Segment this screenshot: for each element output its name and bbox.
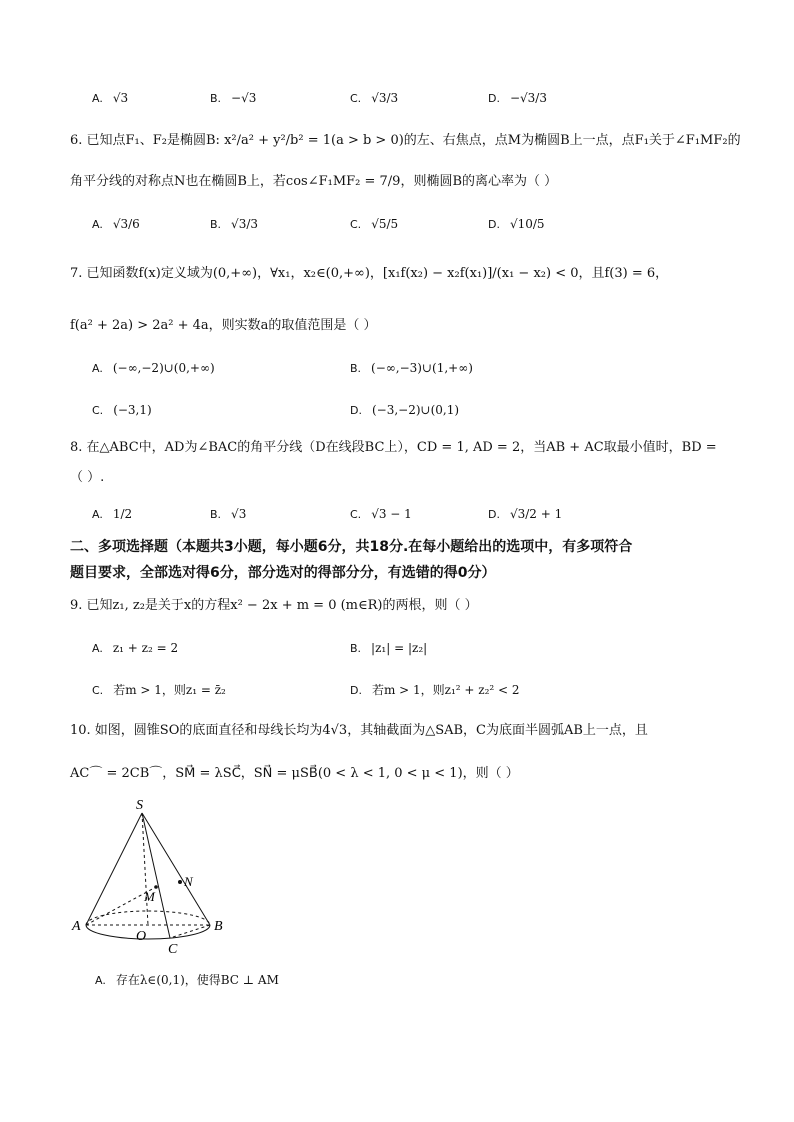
q5-option-d: D. −√3/3 <box>488 91 547 105</box>
q6-option-a: A. √3/6 <box>92 217 140 231</box>
q8-option-a: A. 1/2 <box>92 507 133 521</box>
q8-stem-line1: 8. 在△ABC中，AD为∠BAC的角平分线（D在线段BC上），CD = 1, AD = 2，当AB + AC取最小值时，BD = <box>70 440 717 455</box>
q5-option-c: C. √3/3 <box>350 91 399 105</box>
label-M: M <box>144 889 155 904</box>
q8-option-d: D. √3/2 + 1 <box>488 507 563 521</box>
q7-stem-line1: 7. 已知函数f(x)定义域为(0,+∞)，∀x₁，x₂∈(0,+∞)，[x₁f(x₂) − x₂f(x₁)]/(x₁ − x₂) < 0，且f(3) = 6， <box>70 266 669 281</box>
q6-option-c: C. √5/5 <box>350 217 399 231</box>
edge-SC <box>142 813 170 938</box>
q5-option-b: B. −√3 <box>210 91 257 105</box>
q9-option-d: D. 若m > 1，则z₁² + z₂² < 2 <box>350 683 520 697</box>
q7-stem-line2: f(a² + 2a) > 2a² + 4a，则实数a的取值范围是（ ） <box>70 318 377 333</box>
q9-option-b: B. |z₁| = |z₂| <box>350 641 428 655</box>
label-O: O <box>136 929 147 944</box>
edge-SB <box>142 813 210 925</box>
axis-SO <box>142 813 148 925</box>
cone-base-front-arc <box>86 925 210 939</box>
q8-option-b: B. √3 <box>210 507 247 521</box>
edge-SA <box>86 813 142 925</box>
q7-option-c: C. (−3,1) <box>92 403 152 417</box>
q8-option-c: C. √3 − 1 <box>350 507 412 521</box>
q7-option-d: D. (−3,−2)∪(0,1) <box>350 403 460 417</box>
point-N <box>178 880 182 884</box>
section2-heading-line2: 题目要求，全部选对得6分，部分选对的得部分分，有选错的得0分） <box>70 565 496 581</box>
q9-stem: 9. 已知z₁, z₂是关于x的方程x² − 2x + m = 0 (m∈R)的两根，则（ ） <box>70 598 478 613</box>
q10-stem-line2: AC⌒ = 2CB⌒，SM⃗ = λSC⃗，SN⃗ = μSB⃗(0 < λ < 1, 0 < μ < 1)，则（ ） <box>70 766 519 781</box>
q6-stem-line2: 角平分线的对称点N也在椭圆B上，若cos∠F₁MF₂ = 7/9，则椭圆B的离心率为（ ） <box>70 174 558 189</box>
q9-option-a: A. z₁ + z₂ = 2 <box>92 641 179 655</box>
label-B: B <box>214 919 223 934</box>
q10-option-a: A. 存在λ∈(0,1)，使得BC ⊥ AM <box>95 973 279 987</box>
q6-option-d: D. √10/5 <box>488 217 545 231</box>
q10-stem-line1: 10. 如图，圆锥SO的底面直径和母线长均为4√3，其轴截面为△SAB，C为底面半圆弧AB上一点，且 <box>70 723 648 738</box>
q6-stem-line1: 6. 已知点F₁、F₂是椭圆B: x²/a² + y²/b² = 1(a > b > 0)的左、右焦点，点M为椭圆B上一点，点F₁关于∠F₁MF₂的 <box>70 133 741 148</box>
q9-option-c: C. 若m > 1，则z₁ = z̄₂ <box>92 683 226 697</box>
q7-option-b: B. (−∞,−3)∪(1,+∞) <box>350 361 473 375</box>
label-S: S <box>136 798 143 813</box>
label-N: N <box>184 874 193 889</box>
cone-figure <box>70 795 230 965</box>
label-A: A <box>72 919 81 934</box>
q8-stem-line2: （ ）. <box>70 470 105 485</box>
q5-option-a: A. √3 <box>92 91 129 105</box>
q7-option-a: A. (−∞,−2)∪(0,+∞) <box>92 361 215 375</box>
q6-option-b: B. √3/3 <box>210 217 259 231</box>
section2-heading-line1: 二、多项选择题（本题共3小题，每小题6分，共18分.在每小题给出的选项中，有多项符合 <box>70 539 633 555</box>
label-C: C <box>168 942 178 957</box>
